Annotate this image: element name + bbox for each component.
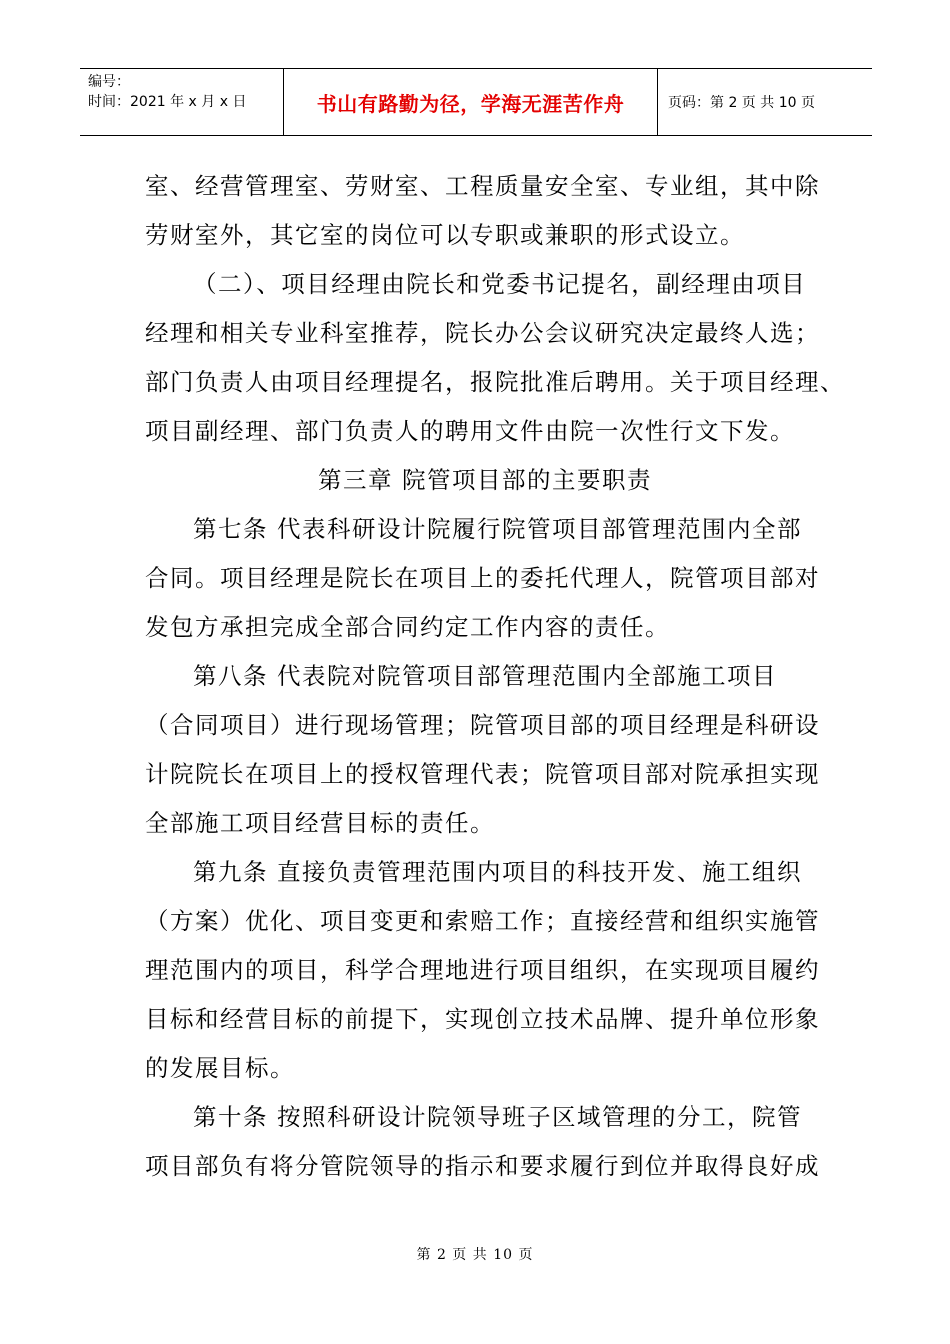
body-line: （二）、项目经理由院长和党委书记提名，副经理由项目 — [193, 270, 807, 298]
body-line: 计院院长在项目上的授权管理代表；院管项目部对院承担实现 — [145, 760, 820, 788]
body-line: 项目部负有将分管院领导的指示和要求履行到位并取得良好成 — [145, 1152, 820, 1180]
body-line: 第九条 直接负责管理范围内项目的科技开发、施工组织 — [193, 858, 802, 886]
body-line: 理范围内的项目，科学合理地进行项目组织，在实现项目履约 — [145, 956, 820, 984]
body-line: 室、经营管理室、劳财室、工程质量安全室、专业组，其中除 — [145, 172, 820, 200]
body-line: （合同项目）进行现场管理；院管项目部的项目经理是科研设 — [145, 711, 820, 739]
header-page-info: 页码：第 2 页 共 10 页 — [668, 95, 815, 111]
body-line: 发包方承担完成全部合同约定工作内容的责任。 — [145, 613, 670, 641]
body-line: 劳财室外，其它室的岗位可以专职或兼职的形式设立。 — [145, 221, 745, 249]
body-line: 的发展目标。 — [145, 1054, 295, 1082]
header-meta-cell — [80, 69, 284, 135]
document-time-label: 时间：2021 年 x 月 x 日 — [88, 94, 247, 110]
body-line: 第八条 代表院对院管项目部管理范围内全部施工项目 — [193, 662, 777, 690]
body-line: 第十条 按照科研设计院领导班子区域管理的分工，院管 — [193, 1103, 802, 1131]
document-number-label: 编号： — [88, 74, 130, 90]
page-header — [80, 68, 872, 136]
body-line: 全部施工项目经营目标的责任。 — [145, 809, 495, 837]
document-body — [145, 162, 845, 1191]
page-footer: 第 2 页 共 10 页 — [416, 1247, 534, 1263]
body-line: 第七条 代表科研设计院履行院管项目部管理范围内全部 — [193, 515, 802, 543]
body-line: 合同。项目经理是院长在项目上的委托代理人，院管项目部对 — [145, 564, 820, 592]
body-line: 目标和经营目标的前提下，实现创立技术品牌、提升单位形象 — [145, 1005, 820, 1033]
header-motto: 书山有路勤为径，学海无涯苦作舟 — [284, 69, 658, 135]
body-line: 项目副经理、部门负责人的聘用文件由院一次性行文下发。 — [145, 417, 795, 445]
body-line: 部门负责人由项目经理提名，报院批准后聘用。关于项目经理、 — [145, 368, 845, 396]
body-line: （方案）优化、项目变更和索赔工作；直接经营和组织实施管 — [145, 907, 820, 935]
body-line: 经理和相关专业科室推荐，院长办公会议研究决定最终人选； — [145, 319, 820, 347]
chapter-heading: 第三章 院管项目部的主要职责 — [318, 466, 652, 494]
